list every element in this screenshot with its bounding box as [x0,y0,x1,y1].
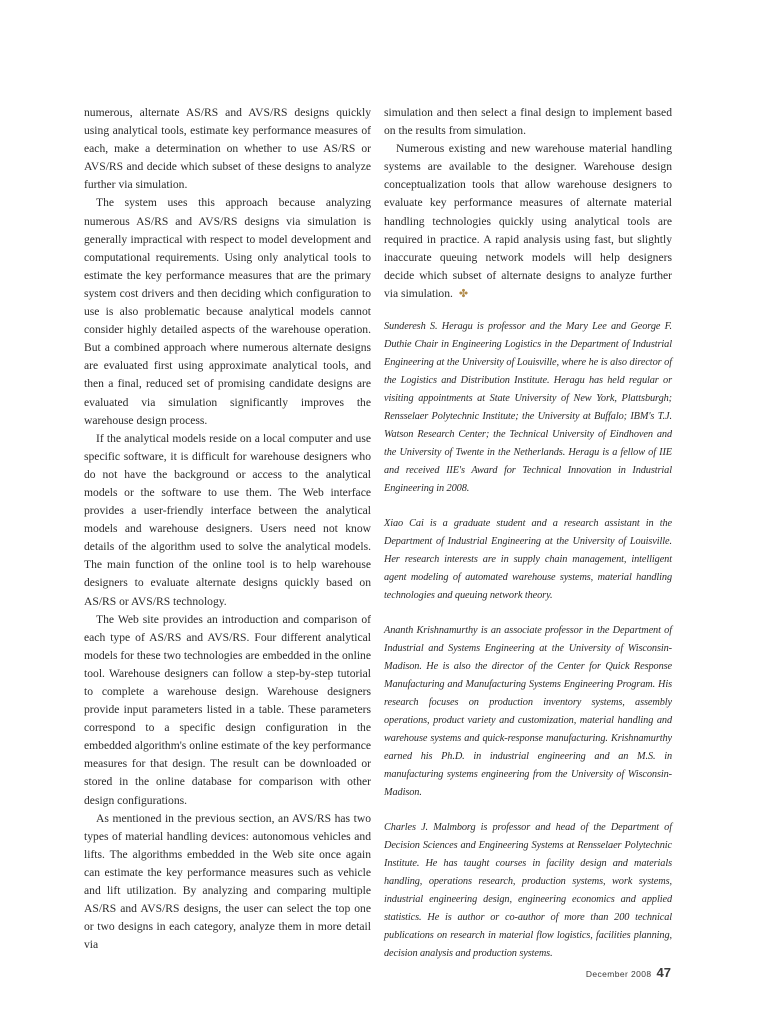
body-paragraph: simulation and then select a final design to implement based on the results from simulation. [384,106,672,138]
body-paragraph-final [384,140,672,303]
page-footer [586,965,671,980]
body-paragraph: The Web site provides an introduction and comparison of each type of AS/RS and AVS/RS. Four different analytical models for these two technologies are embedded in the online tool. Warehouse designers can follow a step-by-step tutorial to complete a warehouse design. Warehouse designers provide input parameters listed in a table. These parameters correspond to a specific design configuration in the embedded algorithm's online estimate of the key performance measures for that design. The result can be downloaded or stored in the online database for comparison with other design configurations. [84,612,371,807]
end-of-article-icon: ✤ [458,287,469,300]
footer-date: December 2008 [585,969,652,979]
body-paragraph: If the analytical models reside on a local computer and use specific software, it is difficult for warehouse designers who do not have the background or access to the analytical models or the software to use them. The Web interface provides a user-friendly interface between the analytical models and warehouse designers. Users need not know details of the algorithm used to solve the analytical models. The main function of the online tool is to help warehouse designers to evaluate alternate designs quickly based on AS/RS or AVS/RS technology. [84,431,371,608]
left-column [84,104,371,954]
right-column [384,104,672,963]
final-paragraph-text: Numerous existing and new warehouse material handling systems are available to the designer. Warehouse design conceptualization tools that allow warehouse designers to evaluate key performance measures of alternate material handling technologies quickly using analytical tools are required in practice. A rapid analysis using fast, but slightly inaccurate queuing network models will help designers decide which subset of alternate designs to analyze further via simulation. [384,142,672,300]
author-bio-krishnamurthy: Ananth Krishnamurthy is an associate professor in the Department of Industrial and Systems Engineering at the University of Wisconsin-Madison. He is also the director of the Center for Quick Response Manufacturing and Manufacturing Systems Engineering Program. His research focuses on production inventory systems, assembly operations, product variety and customization, material handling and warehouse systems and quick-response manufacturing. Krishnamurthy earned his Ph.D. in industrial engineering and an M.S. in manufacturing systems engineering from the University of Wisconsin-Madison. [384,625,672,799]
page-number: 47 [656,965,671,980]
body-paragraph: As mentioned in the previous section, an AVS/RS has two types of material handling devices: autonomous vehicles and lifts. The algorithms embedded in the Web site once again can estimate the key performance measures such as vehicle and lift utilization. By analyzing and comparing multiple AS/RS and AVS/RS designs, the user can select the top one or two designs in each category, analyze them in more detail via [84,811,371,952]
author-bio-malmborg: Charles J. Malmborg is professor and head of the Department of Decision Sciences and Engineering Systems at Rensselaer Polytechnic Institute. He has taught courses in facility design and materials handling, operations research, production systems, work systems, industrial engineering design, engineering economics and applied statistics. He is author or co-author of more than 200 technical publications on research in material flow logistics, facilities planning, decision analysis and production systems. [384,822,672,960]
body-paragraph: numerous, alternate AS/RS and AVS/RS designs quickly using analytical tools, estimate key performance measures of each, make a determination on whether to use AS/RS or AVS/RS and decide which subset of these designs to analyze further via simulation. [84,106,371,192]
author-bio-heragu: Sunderesh S. Heragu is professor and the Mary Lee and George F. Duthie Chair in Engineering Logistics in the Department of Industrial Engineering at the University of Louisville, where he is also director of the Logistics and Distribution Institute. Heragu has held regular or visiting appointments at State University of New York, Plattsburgh; Rensselaer Polytechnic Institute; the University at Buffalo; IBM's T.J. Watson Research Center; the Technical University of Eindhoven and the University of Twente in the Netherlands. Heragu is a fellow of IIE and received IIE's Award for Technical Innovation in Industrial Engineering in 2008. [384,321,672,495]
author-bio-cai: Xiao Cai is a graduate student and a research assistant in the Department of Industrial Engineering at the University of Louisville. Her research interests are in supply chain management, intelligent agent modeling of automated warehouse systems, material handling technologies and queuing network theory. [384,518,672,602]
body-paragraph: The system uses this approach because analyzing numerous AS/RS and AVS/RS designs via simulation is generally impractical with respect to model development and computational requirements. Using only analytical tools to estimate the key performance measures that are the primary system cost drivers and then deciding which configuration to use is also problematic because analytical models cannot consider highly detailed aspects of the warehouse operation. But a combined approach where numerous alternate designs are evaluated first using approximate analytical tools, and then a final, reduced set of promising candidate designs are evaluated via simulation significantly improves the warehouse design process. [84,196,371,427]
